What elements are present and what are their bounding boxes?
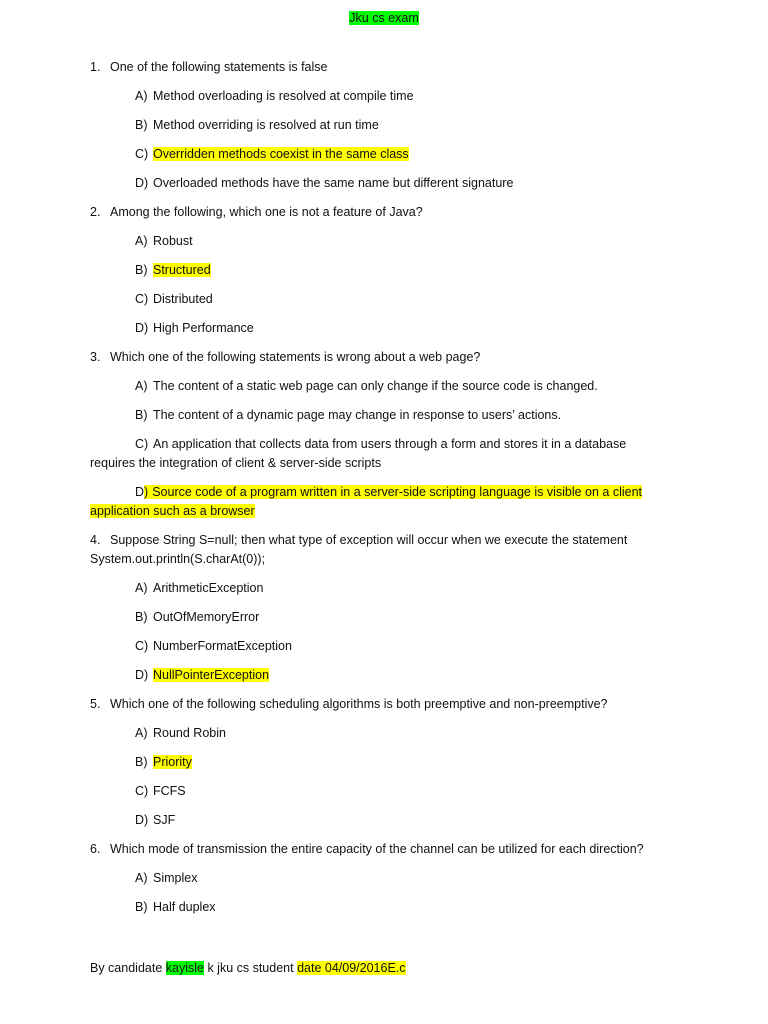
option-text-highlighted: Priority xyxy=(153,755,192,769)
question-4 xyxy=(90,531,627,549)
question-number: 1. xyxy=(90,60,101,74)
footer-date: date 04/09/2016E.c xyxy=(297,961,406,975)
option-label: D xyxy=(135,485,145,499)
option-label: A) xyxy=(135,89,148,103)
question-1 xyxy=(90,58,327,76)
option-label: B) xyxy=(135,263,148,277)
option-label: A) xyxy=(135,871,148,885)
q5-option-b xyxy=(135,753,192,771)
option-text: FCFS xyxy=(153,784,186,798)
option-label: B) xyxy=(135,755,148,769)
option-text: High Performance xyxy=(153,321,254,335)
question-text: Which one of the following scheduling algorithms is both preemptive and non-preemptive? xyxy=(110,697,608,711)
option-label: A) xyxy=(135,234,148,248)
option-text-highlighted-continuation: application such as a browser xyxy=(90,504,255,518)
option-label: D) xyxy=(135,813,149,827)
q2-option-b xyxy=(135,261,211,279)
q2-option-d xyxy=(135,319,254,337)
question-text: Suppose String S=null; then what type of exception will occur when we execute the statement xyxy=(110,533,628,547)
option-text: Round Robin xyxy=(153,726,226,740)
q3-option-d xyxy=(135,483,642,501)
q4-option-d xyxy=(135,666,269,684)
q4-option-c xyxy=(135,637,292,655)
option-text: Method overriding is resolved at run time xyxy=(153,118,379,132)
option-text: OutOfMemoryError xyxy=(153,610,260,624)
option-text: SJF xyxy=(153,813,176,827)
q5-option-c xyxy=(135,782,186,800)
option-label: C) xyxy=(135,437,149,451)
option-text: Simplex xyxy=(153,871,198,885)
question-4-continuation: System.out.println(S.charAt(0)); xyxy=(90,552,266,566)
q5-option-d xyxy=(135,811,175,829)
option-label: A) xyxy=(135,581,148,595)
option-label: A) xyxy=(135,726,148,740)
q3-option-b xyxy=(135,406,561,424)
option-text: Robust xyxy=(153,234,193,248)
option-text: ArithmeticException xyxy=(153,581,264,595)
q6-option-a xyxy=(135,869,197,887)
title-text: Jku cs exam xyxy=(349,11,419,25)
option-text: Overloaded methods have the same name but different signature xyxy=(153,176,514,190)
question-5 xyxy=(90,695,608,713)
candidate-footer xyxy=(90,959,406,977)
q1-option-c xyxy=(135,145,409,163)
option-label: B) xyxy=(135,118,148,132)
question-number: 4. xyxy=(90,533,101,547)
question-text: One of the following statements is false xyxy=(110,60,328,74)
option-text: Distributed xyxy=(153,292,213,306)
question-number: 2. xyxy=(90,205,101,219)
footer-prefix: By candidate xyxy=(90,961,166,975)
candidate-name: kayisle xyxy=(165,961,204,975)
q3-option-c xyxy=(135,435,626,453)
option-label: D) xyxy=(135,321,149,335)
option-label: B) xyxy=(135,610,148,624)
question-text: Which one of the following statements is wrong about a web page? xyxy=(110,350,481,364)
option-label: C) xyxy=(135,147,149,161)
option-text: Method overloading is resolved at compile time xyxy=(153,89,414,103)
question-6 xyxy=(90,840,644,858)
question-2 xyxy=(90,203,423,221)
option-text-highlighted: Source code of a program written in a server-side scripting language is visible on a client xyxy=(148,485,642,499)
q6-option-b xyxy=(135,898,216,916)
q1-option-d xyxy=(135,174,513,192)
q2-option-c xyxy=(135,290,213,308)
option-label-highlight: ) xyxy=(144,485,149,499)
footer-middle: k jku cs student xyxy=(203,961,298,975)
question-number: 5. xyxy=(90,697,101,711)
document-title xyxy=(0,11,768,25)
q3-option-c-continuation: requires the integration of client & server-side scripts xyxy=(90,456,382,470)
option-text: An application that collects data from users through a form and stores it in a database xyxy=(153,437,627,451)
q4-option-b xyxy=(135,608,259,626)
q3-option-a xyxy=(135,377,598,395)
option-label: B) xyxy=(135,408,148,422)
option-text: Half duplex xyxy=(153,900,216,914)
option-label: D) xyxy=(135,668,149,682)
option-label: C) xyxy=(135,639,149,653)
option-label: B) xyxy=(135,900,148,914)
q1-option-b xyxy=(135,116,379,134)
q2-option-a xyxy=(135,232,193,250)
option-label: C) xyxy=(135,292,149,306)
option-label: D) xyxy=(135,176,149,190)
q1-option-a xyxy=(135,87,414,105)
question-number: 3. xyxy=(90,350,101,364)
option-text-highlighted: NullPointerException xyxy=(153,668,270,682)
option-label: A) xyxy=(135,379,148,393)
option-text-highlighted: Structured xyxy=(153,263,211,277)
option-text-highlighted: Overridden methods coexist in the same class xyxy=(153,147,409,161)
option-label: C) xyxy=(135,784,149,798)
question-text: Which mode of transmission the entire capacity of the channel can be utilized for each direction? xyxy=(110,842,644,856)
q3-option-d-continuation xyxy=(90,502,255,520)
question-3 xyxy=(90,348,480,366)
q5-option-a xyxy=(135,724,226,742)
q4-option-a xyxy=(135,579,263,597)
question-number: 6. xyxy=(90,842,101,856)
option-text: The content of a static web page can only change if the source code is changed. xyxy=(153,379,598,393)
question-text: Among the following, which one is not a feature of Java? xyxy=(110,205,423,219)
option-text: NumberFormatException xyxy=(153,639,292,653)
option-text: The content of a dynamic page may change in response to users’ actions. xyxy=(153,408,562,422)
